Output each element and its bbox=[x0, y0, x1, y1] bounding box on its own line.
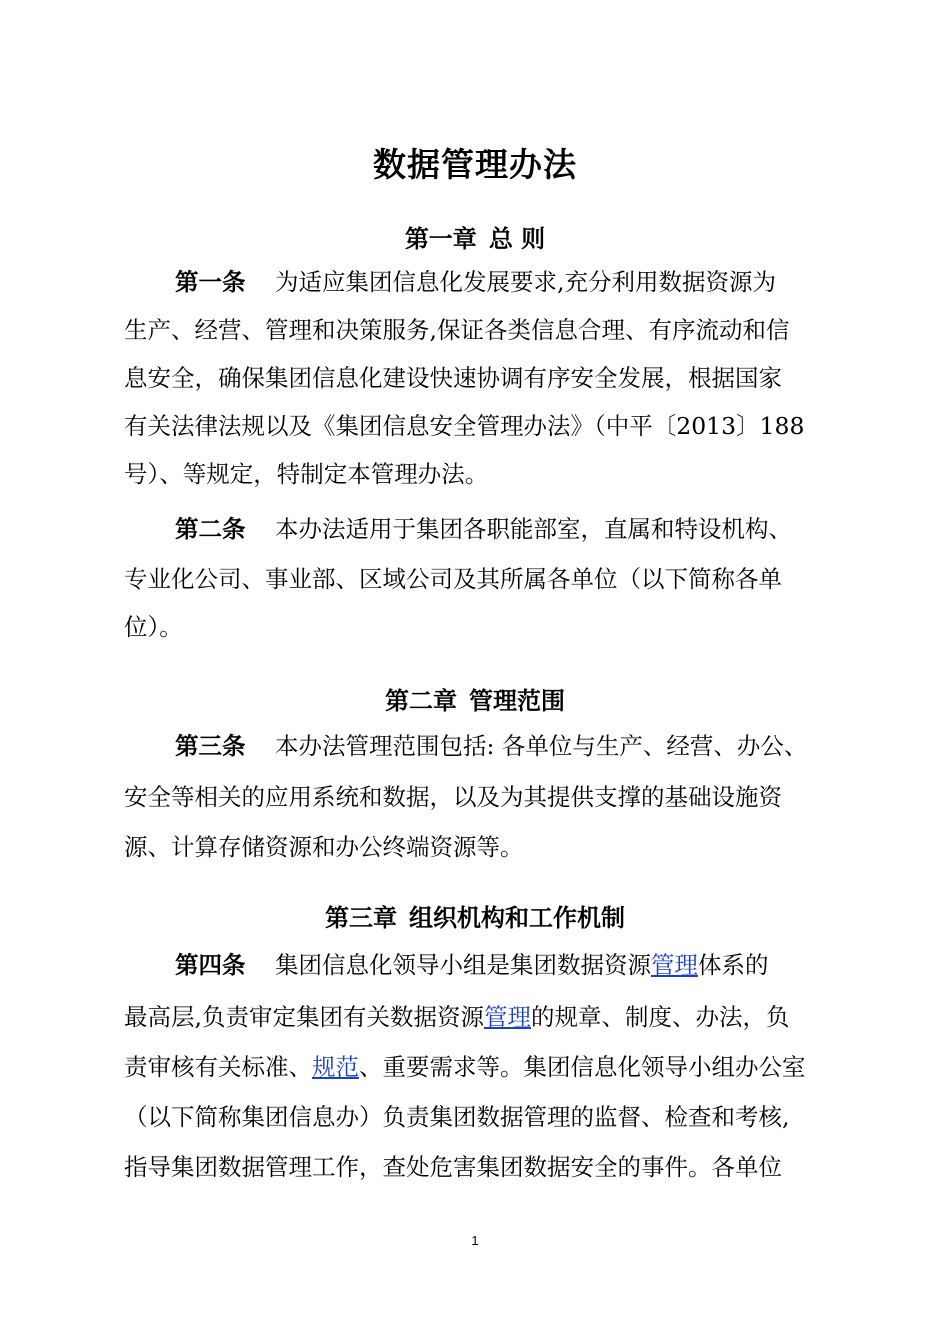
paragraph-line bbox=[175, 941, 835, 989]
paragraph-line: 有关法律法规以及《集团信息安全管理办法》（中平〔2013〕188 bbox=[124, 412, 805, 440]
chapter-name: 总 则 bbox=[488, 225, 546, 253]
article-text: 本办法适用于集团各职能部室，直属和特设机构、 bbox=[275, 515, 792, 543]
article-label: 第一条 bbox=[175, 268, 246, 296]
article-text: 集团信息化领导小组是集团数据资源 bbox=[275, 951, 651, 979]
article-text: 的规章、制度、办法，负 bbox=[530, 1003, 790, 1031]
paragraph-line: 生产、经营、管理和决策服务,保证各类信息合理、有序流动和信 bbox=[124, 316, 790, 344]
paragraph-line bbox=[124, 993, 834, 1041]
paragraph-line: 号）、等规定，特制定本管理办法。 bbox=[124, 460, 489, 488]
chapter-number: 第二章 bbox=[385, 687, 457, 715]
paragraph-line: 安全等相关的应用系统和数据，以及为其提供支撑的基础设施资 bbox=[124, 783, 782, 811]
article-text: 体系的 bbox=[698, 951, 769, 979]
chapter-heading bbox=[0, 901, 950, 935]
article-text: 责审核有关标准、 bbox=[124, 1053, 312, 1081]
article-text: 为适应集团信息化发展要求,充分利用数据资源为 bbox=[275, 268, 776, 296]
paragraph-line: 指导集团数据管理工作，查处危害集团数据安全的事件。各单位 bbox=[124, 1153, 782, 1181]
specification-link[interactable]: 规范 bbox=[312, 1053, 359, 1081]
article-label: 第二条 bbox=[175, 515, 246, 543]
management-link[interactable]: 管理 bbox=[483, 1003, 531, 1031]
chapter-heading bbox=[0, 222, 950, 256]
article-text: 本办法管理范围包括: 各单位与生产、经营、办公、 bbox=[275, 732, 808, 760]
chapter-name: 管理范围 bbox=[469, 687, 565, 715]
paragraph-line: 息安全，确保集团信息化建设快速协调有序安全发展，根据国家 bbox=[124, 364, 782, 392]
paragraph-line: 位）。 bbox=[124, 613, 183, 641]
article-label: 第四条 bbox=[175, 951, 246, 979]
paragraph-line bbox=[175, 258, 835, 306]
chapter-heading bbox=[0, 684, 950, 718]
article-text: 、重要需求等。集团信息化领导小组办公室 bbox=[359, 1053, 806, 1081]
paragraph-line bbox=[175, 722, 835, 770]
paragraph-line bbox=[175, 505, 835, 553]
paragraph-line: 专业化公司、事业部、区域公司及其所属各单位（以下简称各单 bbox=[124, 565, 782, 593]
article-text: 最高层,负责审定集团有关数据资源 bbox=[124, 1003, 484, 1031]
paragraph-line: 源、计算存储资源和办公终端资源等。 bbox=[124, 833, 524, 861]
chapter-number: 第三章 bbox=[325, 904, 397, 932]
management-link[interactable]: 管理 bbox=[651, 951, 698, 979]
chapter-name: 组织机构和工作机制 bbox=[409, 904, 625, 932]
paragraph-line bbox=[124, 1043, 834, 1091]
page-title: 数据管理办法 bbox=[373, 145, 577, 184]
article-label: 第三条 bbox=[175, 732, 246, 760]
chapter-number: 第一章 bbox=[404, 225, 477, 253]
page-number: 1 bbox=[471, 1233, 479, 1248]
paragraph-line: （以下简称集团信息办）负责集团数据管理的监督、检查和考核, bbox=[124, 1103, 790, 1131]
